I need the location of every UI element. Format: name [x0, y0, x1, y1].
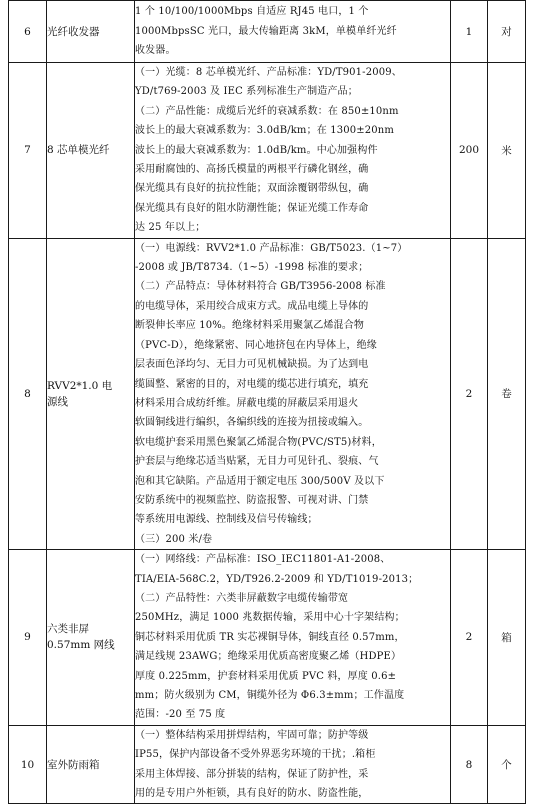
item-unit: 对	[488, 1, 526, 63]
spec-line: 采用主体焊接、部分拼装的结构，保证了防护性，采	[135, 768, 369, 780]
row-number: 6	[9, 1, 47, 63]
spec-line: 厚度 0.225mm，护套材料采用优质 PVC 料，厚度 0.6±	[135, 670, 397, 682]
item-spec	[135, 63, 451, 239]
spec-line: 保光缆具有良好的阻水防潮性能；保证光缆工作寿命	[135, 202, 369, 214]
spec-line: IP55，保护内部设备不受外界恶劣环境的干扰；.箱柜	[135, 749, 376, 761]
item-unit: 卷	[488, 238, 526, 550]
item-quantity: 200	[451, 63, 488, 239]
item-quantity: 8	[451, 725, 488, 804]
spec-line: 范围：-20 至 75 度	[135, 709, 226, 721]
spec-line: （一）网络线：产品标准：ISO_IEC11801-A1-2008、	[135, 554, 391, 566]
spec-line: 层表面色泽均匀、无目力可见机械缺损。为了达到电	[135, 359, 369, 371]
spec-line: （一）整体结构采用拼焊结构，牢固可靠；防护等级	[135, 729, 369, 741]
row-number: 8	[9, 238, 47, 550]
spec-line: 软电缆护套采用黑色聚氯乙烯混合物(PVC/ST5)材料，	[135, 436, 382, 448]
item-name: 光纤收发器	[47, 1, 135, 63]
table-row	[9, 238, 526, 550]
spec-line: 波长上的最大衰减系数为：1.0dB/km。中心加强构件	[135, 144, 378, 156]
spec-line: 材料采用合成纺纤维。屏蔽电缆的屏蔽层采用退火	[135, 397, 359, 409]
spec-line: 软圆铜线进行编织，各编织线的连接为扭接或编入。	[135, 417, 369, 429]
equipment-table	[8, 0, 526, 804]
item-name-line: RVV2*1.0 电	[47, 379, 113, 392]
item-name: 室外防雨箱	[47, 725, 135, 804]
spec-line: 达 25 年以上；	[135, 222, 206, 234]
item-unit: 箱	[488, 550, 526, 726]
item-spec	[135, 1, 451, 63]
spec-line: （二）产品特点：导体材料符合 GB/T3956-2008 标准	[135, 281, 386, 293]
spec-line: 1000MbpsSC 光口，最大传输距离 3kM，单模单纤光纤	[135, 25, 397, 37]
spec-line: YD/t769-2003 及 IEC 系列标准生产制造产品；	[135, 86, 358, 98]
item-quantity: 2	[451, 550, 488, 726]
row-number: 9	[9, 550, 47, 726]
table-row	[9, 550, 526, 726]
row-number: 10	[9, 725, 47, 804]
spec-line: 波长上的最大衰减系数为：3.0dB/km；在 1300±20nm	[135, 125, 395, 137]
spec-line: -2008 或 JB/T8734.（1~5）-1998 标准的要求；	[135, 262, 369, 274]
item-spec	[135, 238, 451, 550]
spec-line: （二）产品特性：六类非屏蔽数字电缆传输带宽	[135, 592, 349, 604]
spec-line: （二）产品性能：成缆后光纤的衰减系数：在 850±10nm	[135, 105, 399, 117]
spec-line: 1 个 10/100/1000Mbps 自适应 RJ45 电口，1 个	[135, 6, 369, 18]
item-quantity: 2	[451, 238, 488, 550]
spec-line: 铜芯材料采用优质 TR 实芯裸铜导体，铜线直径 0.57mm，	[135, 631, 405, 643]
spec-line: 护套层与绝缘芯适当贴紧，无目力可见针孔、裂痕、气	[135, 456, 379, 468]
spec-line: （一）电源线：RVV2*1.0 产品标准：GB/T5023.（1~7）	[135, 242, 408, 254]
spec-line: 收发器。	[135, 45, 176, 57]
spec-line: （PVC-D），绝缘紧密、同心地挤包在内导体上，绝缘	[135, 339, 377, 351]
item-unit: 米	[488, 63, 526, 239]
item-unit: 个	[488, 725, 526, 804]
spec-line: 250MHz，满足 1000 兆数据传输，采用中心十字架结构；	[135, 612, 405, 624]
item-spec	[135, 550, 451, 726]
spec-line: mm；防火级别为 CM，铜缆外径为 Ф6.3±mm；工作温度	[135, 690, 405, 701]
spec-line: 泡和其它缺陷。产品适用于额定电压 300/500V 及以下	[135, 475, 385, 487]
spec-line: 缆圆整、紧密的目的，对电缆的缆芯进行填充，填充	[135, 378, 369, 390]
spec-line: 保光缆具有良好的抗拉性能；双面涂覆钢带纵包，确	[135, 183, 369, 195]
spec-line: 的电缆导体，采用绞合成束方式。成品电缆上导体的	[135, 300, 369, 312]
item-name	[47, 550, 135, 726]
spec-line: 等系统用电源线、控制线及信号传输线；	[135, 514, 318, 526]
table-row	[9, 1, 526, 63]
item-spec	[135, 725, 451, 804]
spec-line: （一）光缆：8 芯单模光纤、产品标准：YD/T901-2009、	[135, 67, 402, 78]
spec-line: （三）200 米/卷	[135, 533, 213, 545]
item-name-line: 六类非屏	[47, 623, 89, 636]
table-row	[9, 63, 526, 239]
spec-line: TIA/EIA-568C.2，YD/T926.2-2009 和 YD/T1019-2013；	[135, 573, 419, 585]
item-name: 8 芯单模光纤	[47, 63, 135, 239]
spec-line: 用的是专用户外柜锁，具有良好的防水、防盗性能，	[135, 788, 369, 800]
item-name	[47, 238, 135, 550]
spec-line: 采用耐腐蚀的、高扬氏模量的两根平行磷化钢丝，确	[135, 164, 369, 176]
item-name-line: 0.57mm 网线	[47, 639, 115, 652]
row-number: 7	[9, 63, 47, 239]
spec-line: 满足线规 23AWG；绝缘采用优质高密度聚乙烯（HDPE）	[135, 651, 402, 663]
item-name-line: 源线	[47, 395, 68, 408]
spec-line: 安防系统中的视频监控、防盗报警、可视对讲、门禁	[135, 494, 369, 506]
item-quantity: 1	[451, 1, 488, 63]
spec-line: 断裂伸长率应 10%。绝缘材料采用聚氯乙烯混合物	[135, 320, 365, 332]
table-row	[9, 725, 526, 804]
